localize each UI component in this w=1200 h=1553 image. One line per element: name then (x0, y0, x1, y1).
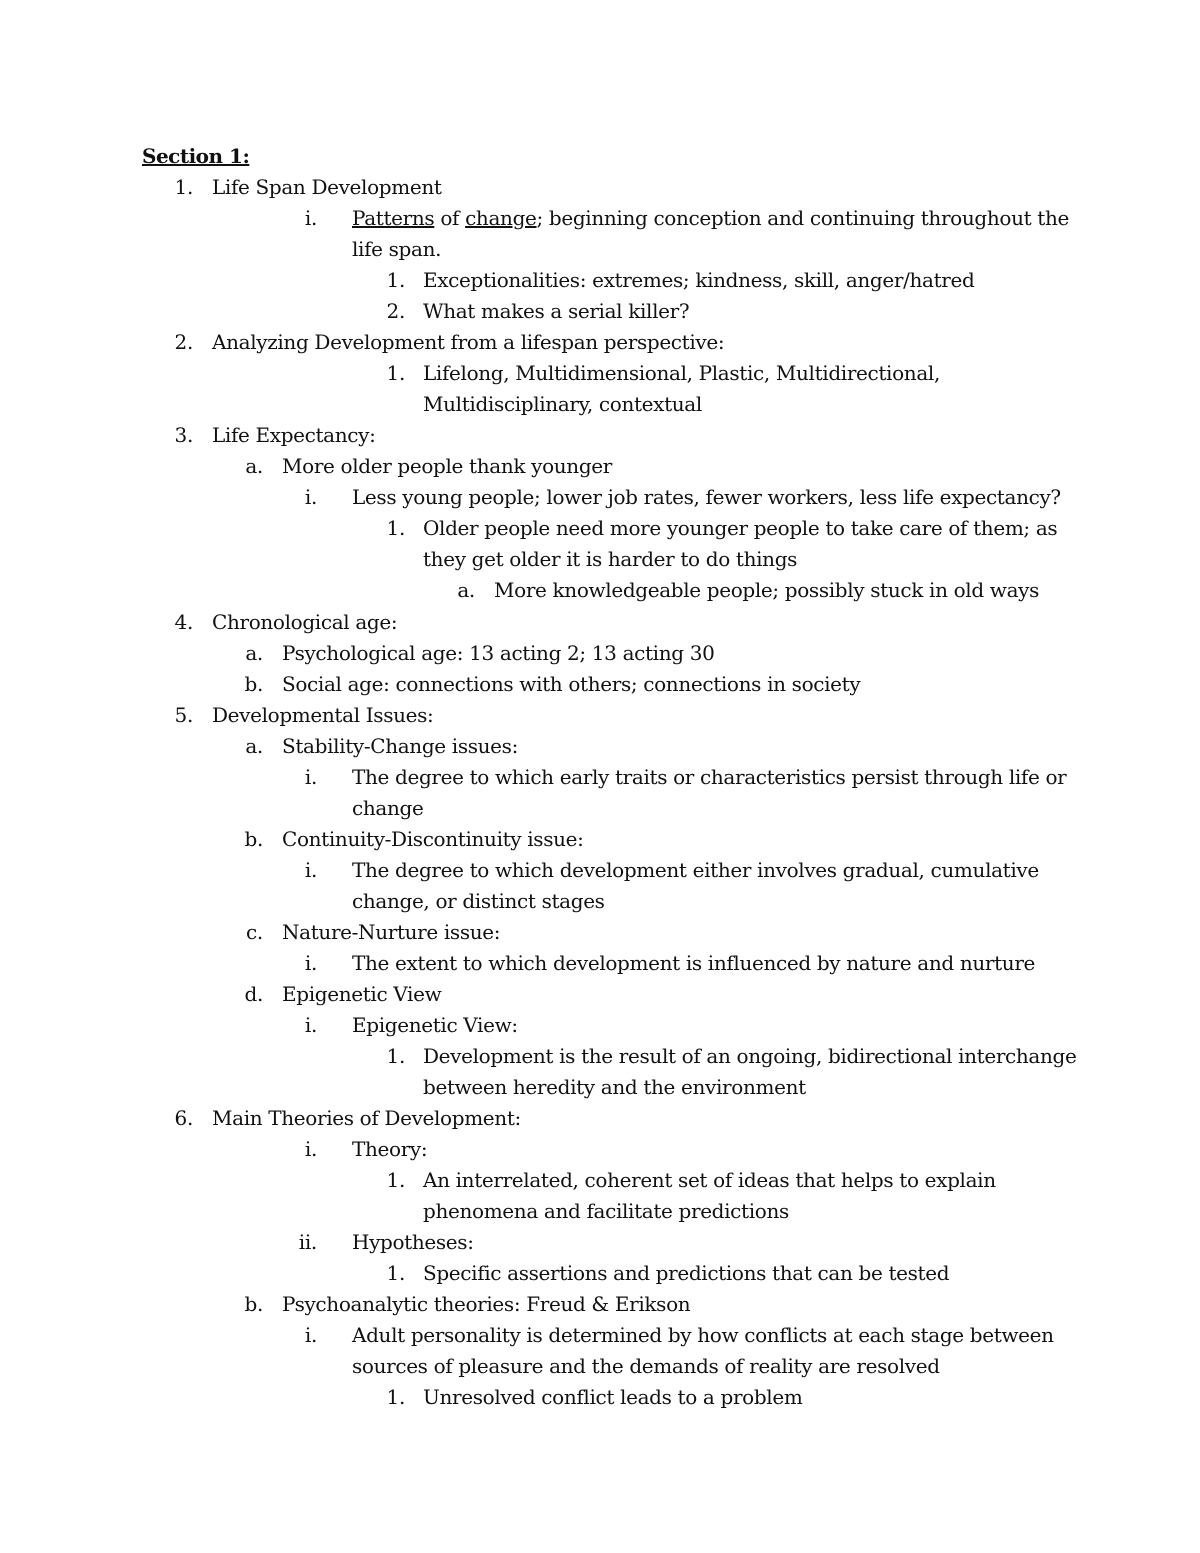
list-item: Continuity-Discontinuity issue: (282, 827, 584, 851)
list-item: Specific assertions and predictions that can be tested (423, 1261, 950, 1285)
list-item-continuation: change, or distinct stages (352, 889, 605, 913)
list-item: Epigenetic View: (352, 1013, 518, 1037)
list-marker: i. (304, 485, 317, 509)
underlined-word-patterns: Patterns (352, 206, 435, 230)
list-item: More knowledgeable people; possibly stuck in old ways (494, 578, 1040, 602)
list-item: More older people thank younger (282, 454, 612, 478)
list-marker: a. (457, 578, 475, 602)
list-item: Psychological age: 13 acting 2; 13 acting 30 (282, 641, 715, 665)
section-title: Section 1: (142, 144, 250, 168)
list-marker: i. (304, 1323, 317, 1347)
list-item: Unresolved conflict leads to a problem (423, 1385, 803, 1409)
list-marker: a. (245, 734, 263, 758)
list-item: Chronological age: (212, 610, 398, 634)
list-marker: 1. (386, 1261, 405, 1285)
list-item: The extent to which development is influenced by nature and nurture (352, 951, 1036, 975)
list-item-continuation: Multidisciplinary, contextual (423, 392, 702, 416)
list-marker: i. (304, 858, 317, 882)
list-item: The degree to which early traits or characteristics persist through life or (352, 765, 1067, 789)
list-item: Developmental Issues: (212, 703, 434, 727)
list-item: Development is the result of an ongoing, bidirectional interchange (423, 1044, 1077, 1068)
list-marker: b. (244, 672, 263, 696)
list-marker: i. (304, 951, 317, 975)
list-marker: 2. (174, 330, 193, 354)
list-item: Less young people; lower job rates, fewer workers, less life expectancy? (352, 485, 1061, 509)
list-item: Stability-Change issues: (282, 734, 518, 758)
list-marker: i. (304, 1137, 317, 1161)
list-item: Life Span Development (212, 175, 442, 199)
list-item: Lifelong, Multidimensional, Plastic, Multidirectional, (423, 361, 940, 385)
text-segment: ; beginning conception and continuing throughout the (536, 206, 1069, 230)
list-item-continuation: they get older it is harder to do things (423, 547, 798, 571)
list-marker: d. (244, 982, 263, 1006)
list-item-continuation: change (352, 796, 424, 820)
list-item: Epigenetic View (282, 982, 442, 1006)
list-marker: b. (244, 827, 263, 851)
list-item-continuation: between heredity and the environment (423, 1075, 806, 1099)
list-item: Hypotheses: (352, 1230, 474, 1254)
list-marker: a. (245, 454, 263, 478)
underlined-word-change: change (465, 206, 537, 230)
list-item: The degree to which development either involves gradual, cumulative (352, 858, 1039, 882)
list-item-continuation: life span. (352, 237, 442, 261)
list-item: What makes a serial killer? (423, 299, 690, 323)
list-item: Exceptionalities: extremes; kindness, skill, anger/hatred (423, 268, 975, 292)
list-marker: 5. (174, 703, 193, 727)
list-marker: b. (244, 1292, 263, 1316)
list-marker: 2. (386, 299, 405, 323)
list-marker: 1. (386, 1168, 405, 1192)
list-item: An interrelated, coherent set of ideas that helps to explain (423, 1168, 996, 1192)
list-item: Nature-Nurture issue: (282, 920, 501, 944)
list-item: Social age: connections with others; connections in society (282, 672, 861, 696)
list-item: Main Theories of Development: (212, 1106, 521, 1130)
list-marker: 1. (386, 1044, 405, 1068)
list-marker: i. (304, 765, 317, 789)
list-marker: i. (304, 206, 317, 230)
list-marker: 1. (386, 1385, 405, 1409)
list-item: Theory: (352, 1137, 428, 1161)
list-marker: 1. (386, 361, 405, 385)
list-item: Older people need more younger people to take care of them; as (423, 516, 1058, 540)
list-marker: c. (246, 920, 263, 944)
list-item: Analyzing Development from a lifespan perspective: (212, 330, 725, 354)
list-item: Life Expectancy: (212, 423, 376, 447)
list-marker: ii. (298, 1230, 317, 1254)
list-item: Psychoanalytic theories: Freud & Erikson (282, 1292, 691, 1316)
list-marker: i. (304, 1013, 317, 1037)
list-item-continuation: phenomena and facilitate predictions (423, 1199, 789, 1223)
text-segment: of (434, 206, 466, 230)
list-item (352, 203, 1069, 234)
list-marker: 3. (174, 423, 193, 447)
list-marker: a. (245, 641, 263, 665)
list-marker: 1. (386, 268, 405, 292)
list-marker: 6. (174, 1106, 193, 1130)
list-item: Adult personality is determined by how conflicts at each stage between (352, 1323, 1054, 1347)
list-item-continuation: sources of pleasure and the demands of reality are resolved (352, 1354, 940, 1378)
list-marker: 1. (386, 516, 405, 540)
list-marker: 1. (174, 175, 193, 199)
list-marker: 4. (174, 610, 193, 634)
